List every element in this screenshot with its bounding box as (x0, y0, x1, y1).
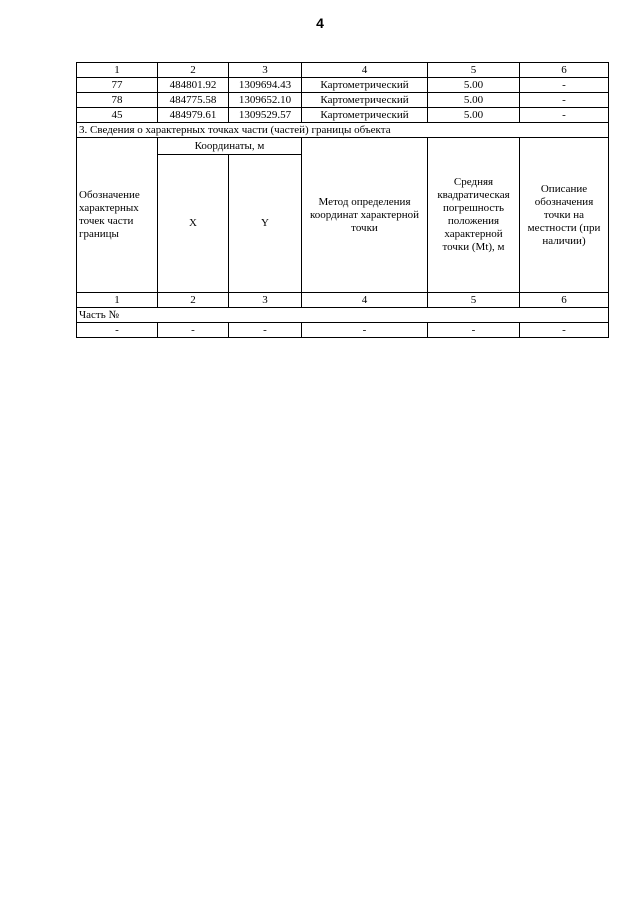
y-cell: 1309529.57 (229, 108, 302, 123)
section-column-numbers-row (77, 293, 609, 308)
method-cell: Картометрический (302, 78, 428, 93)
y-header: Y (229, 155, 302, 293)
description-cell: - (520, 78, 609, 93)
header-row-top (77, 138, 609, 155)
empty-cell: - (158, 323, 229, 338)
empty-cell: - (520, 323, 609, 338)
x-cell: 484775.58 (158, 93, 229, 108)
description-cell: - (520, 108, 609, 123)
section-title: 3. Сведения о характерных точках части (частей) границы объекта (77, 123, 609, 138)
part-label: Часть № (77, 308, 609, 323)
method-cell: Картометрический (302, 108, 428, 123)
accuracy-cell: 5.00 (428, 78, 520, 93)
page-number: 4 (316, 15, 324, 31)
empty-cell: - (302, 323, 428, 338)
section-title-row (77, 123, 609, 138)
y-cell: 1309652.10 (229, 93, 302, 108)
column-number: 5 (428, 63, 520, 78)
column-number: 6 (520, 63, 609, 78)
accuracy-cell: 5.00 (428, 93, 520, 108)
table-row (77, 323, 609, 338)
column-number: 3 (229, 293, 302, 308)
table-row (77, 78, 609, 93)
column-number: 3 (229, 63, 302, 78)
column-number: 6 (520, 293, 609, 308)
empty-cell: - (428, 323, 520, 338)
method-cell: Картометрический (302, 93, 428, 108)
point-designation-header (77, 138, 158, 293)
column-number: 4 (302, 63, 428, 78)
column-number: 4 (302, 293, 428, 308)
x-header: X (158, 155, 229, 293)
x-cell: 484801.92 (158, 78, 229, 93)
characteristic-points-table (76, 62, 609, 338)
empty-cell: - (229, 323, 302, 338)
point-designation-text-last: границы (79, 228, 119, 240)
accuracy-header: Средняя квадратическая погрешность положения характерной точки (Mt), м (428, 138, 520, 293)
description-header: Описание обозначения точки на местности (при наличии) (520, 138, 609, 293)
point-cell: 77 (77, 78, 158, 93)
point-cell: 78 (77, 93, 158, 108)
column-number: 1 (77, 293, 158, 308)
accuracy-cell: 5.00 (428, 108, 520, 123)
column-number: 1 (77, 63, 158, 78)
coordinates-header: Координаты, м (158, 138, 302, 155)
description-cell: - (520, 93, 609, 108)
part-label-row (77, 308, 609, 323)
table-row (77, 93, 609, 108)
empty-cell: - (77, 323, 158, 338)
method-header: Метод определения координат характерной точки (302, 138, 428, 293)
column-number: 2 (158, 63, 229, 78)
point-cell: 45 (77, 108, 158, 123)
column-number: 5 (428, 293, 520, 308)
table-row (77, 108, 609, 123)
y-cell: 1309694.43 (229, 78, 302, 93)
column-numbers-row (77, 63, 609, 78)
column-number: 2 (158, 293, 229, 308)
point-designation-text: Обозначение характерных точек части (79, 189, 140, 227)
x-cell: 484979.61 (158, 108, 229, 123)
